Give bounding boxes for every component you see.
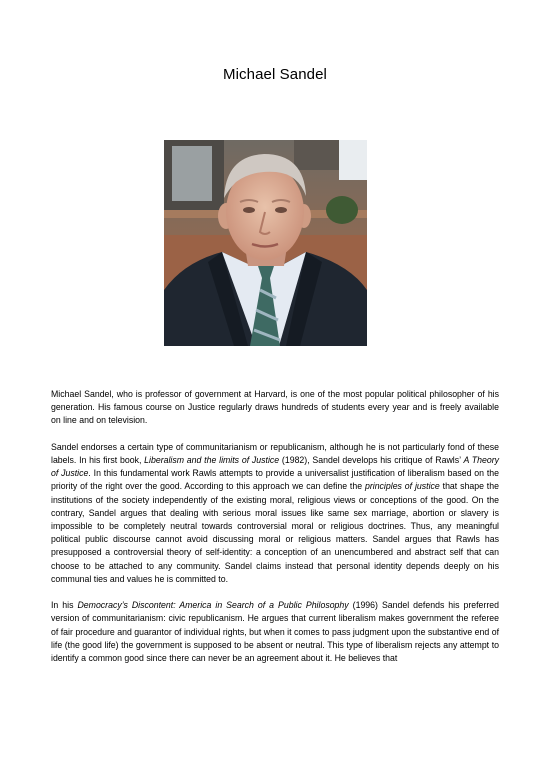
page-title: Michael Sandel (223, 66, 327, 83)
text-run: that shape the institutions of the society independently of the existing moral, religious views or conceptions of the good. On the contrary, Sandel argues that dealing with serious moral issues like same sex marriage, abortion or slavery is impossible to be completely neutral towards controversial moral or religious doctrines. Thus, any meaningful political public discourse cannot avoid discussing moral or religious matters. Sandel argues that Rawls has presupposed a controversial theory of self-identity: a conception of an unencumbered and abstract self that can choose to be attached to any community. Sandel claims instead that personal identity depends deeply on his communal ties and values he is committed to. (51, 481, 499, 584)
text-run: . In this fundamental work Rawls attempts to provide a universalist justification of liberalism based on the priority of the right over the good. According to this approach we can define the (51, 468, 499, 492)
italic-text-run: A Theory of Justice (51, 455, 500, 479)
italic-text-run: principles of justice (364, 481, 440, 492)
text-run: Michael Sandel, who is professor of government at Harvard, is one of the most popular political philosopher of his generation. His famous course on Justice regularly draws hundreds of students every year and is freely available on line and on television. (51, 389, 499, 426)
text-run: (1982), Sandel develops his critique of Rawls’ (279, 455, 464, 465)
italic-text-run: Liberalism and the limits of Justice (144, 455, 280, 465)
text-run: Sandel endorses a certain type of communitarianism or republicanism, although he is not particularly fond of these labels. In his first book, (51, 441, 499, 465)
paragraph-democracys-discontent (51, 599, 499, 665)
portrait-photo (164, 140, 367, 346)
paragraph-intro (51, 388, 499, 428)
italic-text-run: Democracy’s Discontent: America in Search of a Public Philosophy (77, 600, 349, 611)
text-run: (1996) Sandel defends his preferred version of communitarianism: civic republicanism. He argues that current liberalism makes government the referee of fair procedure and guarantor of individual rights, but when it comes to pass judgment upon the substantive end of life (the good life) the government is supposed to be absent or neutral. This type of liberalism rejects any attempt to identify a common good since there can never be an agreement about it. He believes that (51, 600, 499, 664)
body-text (51, 388, 499, 678)
paragraph-communitarianism (51, 441, 499, 586)
text-run: In his (51, 600, 78, 611)
